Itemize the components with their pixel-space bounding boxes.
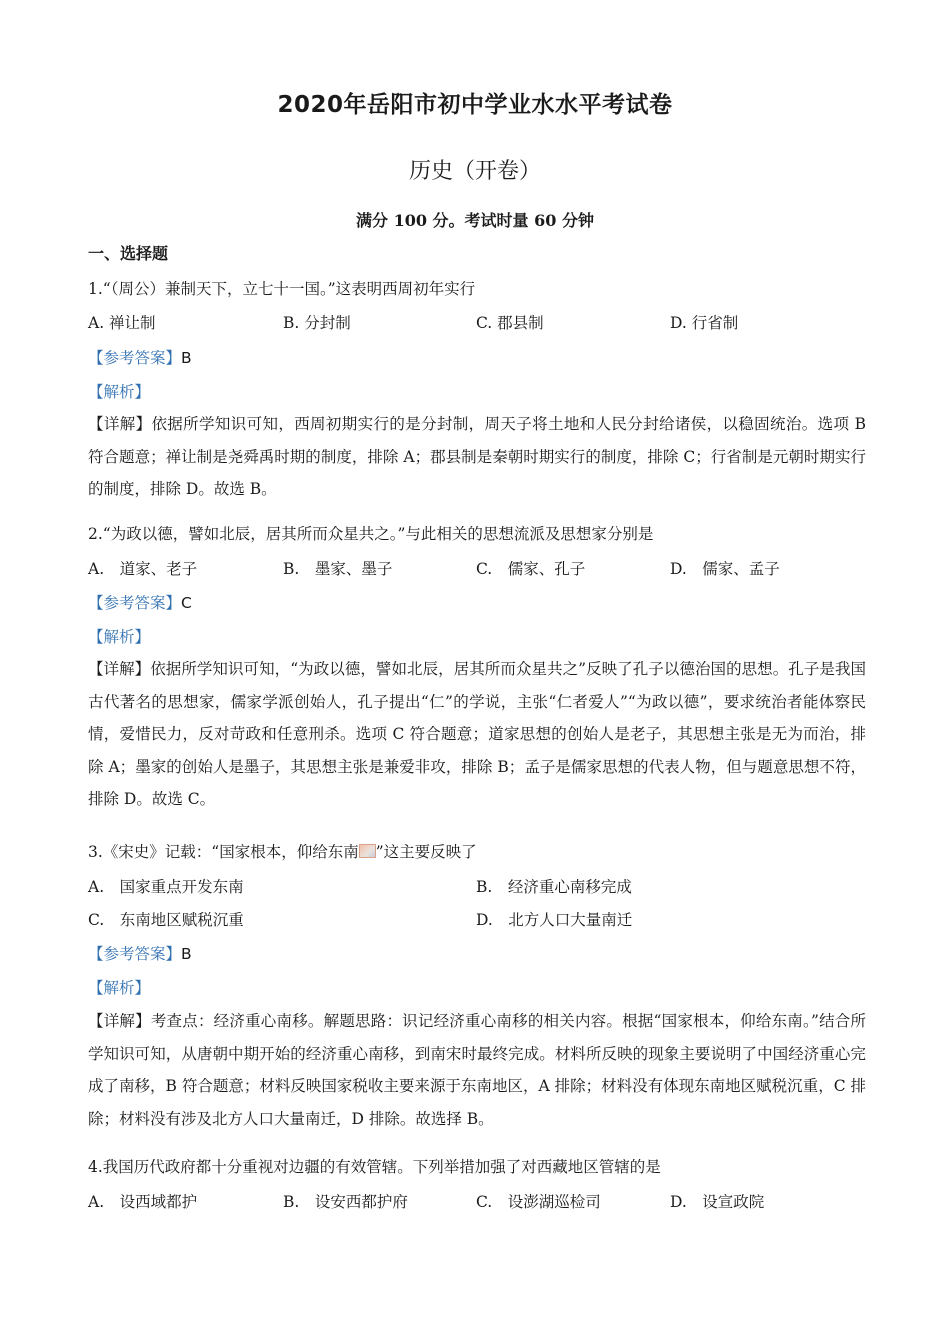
q2-detail: 【详解】依据所学知识可知，“为政以德，譬如北辰，居其所而众星共之”反映了孔子以德治国的思想。孔子是我国古代著名的思想家，儒家学派创始人，孔子提出“仁”的学说，主张“仁者爱人”“为政以德”，要求统治者能体察民情，爱惜民力，反对苛政和任意刑杀。选项 C 符合题意；道家思想的创始人是老子，其思想主张是无为而治，排除 A；墨家的创始人是墨子，其思想主张是兼爱非攻，排除 B；孟子是儒家思想的代表人物，但与题意思想不符，排除 D。故选 C。 (88, 660, 866, 808)
question-1-stem: 1.“（周公）兼制天下，立七十一国。”这表明西周初年实行 (88, 280, 476, 298)
q3-stem-after: ”这主要反映了 (375, 843, 477, 861)
q1-detail: 【详解】依据所学知识可知，西周初期实行的是分封制，周天子将土地和人民分封给诸侯，以稳固统治。选项 B 符合题意；禅让制是尧舜禹时期的制度，排除 A；郡县制是秦朝时期实行的制度，排除 C；行省制是元朝时期实行的制度，排除 D。故选 B。 (88, 415, 866, 498)
q2-option-b: B. 墨家、墨子 (283, 560, 393, 578)
q2-analysis-label: 【解析】 (88, 628, 151, 646)
section-heading: 一、选择题 (88, 244, 169, 263)
q1-answer (88, 348, 868, 368)
q1-option-d: D. 行省制 (670, 314, 739, 332)
q3-stem-before: 3.《宋史》记载：“国家根本，仰给东南 (88, 843, 359, 861)
question-3-stem (88, 842, 868, 862)
q3-detail: 【详解】考查点：经济重心南移。解题思路：识记经济重心南移的相关内容。根据“国家根本，仰给东南。”结合所学知识可知，从唐朝中期开始的经济重心南移，到南宋时最终完成。材料所反映的现象主要说明了中国经济重心完成了南移，B 符合题意；材料反映国家税收主要来源于东南地区，A 排除；材料没有体现东南地区赋税沉重，C 排除；材料没有涉及北方人口大量南迁，D 排除。故选择 B。 (88, 1012, 866, 1128)
q1-option-a: A. 禅让制 (88, 314, 156, 332)
question-2-stem: 2.“为政以德，譬如北辰，居其所而众星共之。”与此相关的思想流派及思想家分别是 (88, 525, 654, 543)
answer-value: C (181, 594, 192, 612)
score-info: 满分 100 分。考试时量 60 分钟 (356, 211, 594, 230)
q4-option-a: A. 设西域都护 (88, 1193, 198, 1211)
q3-analysis-label: 【解析】 (88, 979, 151, 997)
answer-value: B (181, 349, 192, 367)
q3-option-c: C. 东南地区赋税沉重 (88, 911, 244, 929)
q4-option-c: C. 设澎湖巡检司 (476, 1193, 601, 1211)
q2-option-d: D. 儒家、孟子 (670, 560, 780, 578)
q1-option-b: B. 分封制 (283, 314, 351, 332)
answer-value: B (181, 945, 192, 963)
q3-option-b: B. 经济重心南移完成 (476, 878, 632, 896)
exam-title: 2020年岳阳市初中学业水水平考试卷 (277, 92, 673, 118)
inline-image-icon (359, 844, 376, 858)
question-4-stem: 4.我国历代政府都十分重视对边疆的有效管辖。下列举措加强了对西藏地区管辖的是 (88, 1158, 661, 1176)
q2-option-a: A. 道家、老子 (88, 560, 198, 578)
q2-option-c: C. 儒家、孔子 (476, 560, 586, 578)
q3-option-d: D. 北方人口大量南迁 (476, 911, 633, 929)
q4-option-b: B. 设安西都护府 (283, 1193, 408, 1211)
q3-answer (88, 944, 868, 964)
answer-label: 【参考答案】 (88, 945, 182, 963)
q3-option-a: A. 国家重点开发东南 (88, 878, 244, 896)
q2-answer (88, 593, 868, 613)
answer-label: 【参考答案】 (88, 349, 182, 367)
exam-subject: 历史（开卷） (408, 159, 541, 184)
answer-label: 【参考答案】 (88, 594, 182, 612)
q1-analysis-label: 【解析】 (88, 383, 151, 401)
q1-option-c: C. 郡县制 (476, 314, 544, 332)
q4-option-d: D. 设宣政院 (670, 1193, 765, 1211)
